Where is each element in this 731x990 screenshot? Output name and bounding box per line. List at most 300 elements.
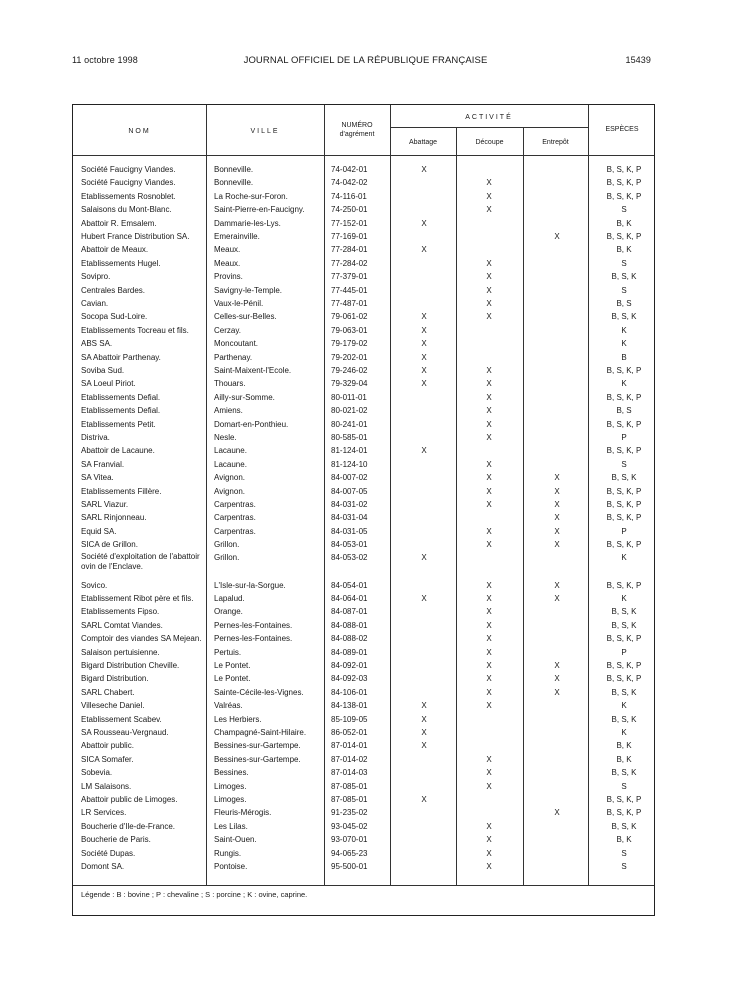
establishment-name: Etablissement Scabev. <box>81 714 162 724</box>
species: B, S, K <box>611 768 637 778</box>
header-activite: ACTIVITÉ <box>465 114 513 121</box>
approval-number: 84-064-01 <box>331 594 368 603</box>
approval-number: 84-088-01 <box>331 620 368 630</box>
decoupe-mark: X <box>486 540 492 550</box>
header-abattage: Abattage <box>408 139 438 146</box>
establishment-name: Sovipro. <box>81 272 111 282</box>
species: B, S, K <box>611 620 637 630</box>
abattage-mark: X <box>421 245 427 255</box>
approval-number: 84-053-02 <box>331 552 368 562</box>
city: Bonneville. <box>214 178 254 188</box>
decoupe-mark: X <box>486 299 492 308</box>
table-row <box>73 485 654 499</box>
species: B, K <box>616 835 632 845</box>
decoupe-mark: X <box>486 258 492 268</box>
approval-number: 87-014-03 <box>331 768 368 778</box>
establishment-name: Boucherie de Paris. <box>81 835 151 845</box>
approval-number: 79-179-02 <box>331 339 368 349</box>
approval-number: 77-152-01 <box>331 218 368 228</box>
establishment-name: SA Vitea. <box>81 473 114 483</box>
establishment-name: Etablissement Ribot père et fils. <box>81 594 194 603</box>
establishment-name: Bigard Distribution Cheville. <box>81 661 180 670</box>
establishment-name: LM Salaisons. <box>81 781 132 791</box>
species: S <box>621 258 627 268</box>
decoupe-mark: X <box>486 768 492 778</box>
species: B, S <box>616 406 632 416</box>
establishment-name: SA Franvial. <box>81 459 125 469</box>
establishment-name: Etablissements Rosnoblet. <box>81 191 176 201</box>
city: Grillon. <box>214 540 240 550</box>
decoupe-mark: X <box>486 392 492 402</box>
table-row <box>73 431 654 445</box>
table-row <box>73 391 654 405</box>
abattage-mark: X <box>421 379 427 389</box>
species: S <box>621 862 627 871</box>
approval-number: 84-007-02 <box>331 473 368 483</box>
city: Saint-Pierre-en-Faucigny. <box>214 205 305 215</box>
establishment-name: Cavian. <box>81 299 109 308</box>
decoupe-mark: X <box>486 205 492 215</box>
abattage-mark: X <box>421 325 427 335</box>
abattage-mark: X <box>421 165 427 174</box>
species: B, S, K, P <box>606 674 642 684</box>
entrepot-mark: X <box>554 232 560 241</box>
establishment-name: Distriva. <box>81 433 110 442</box>
decoupe-mark: X <box>486 191 492 201</box>
approval-number: 84-031-04 <box>331 513 368 523</box>
city: Moncoutant. <box>214 339 259 349</box>
establishment-name: SICA Somafer. <box>81 754 134 764</box>
establishment-name: Domont SA. <box>81 862 125 871</box>
decoupe-mark: X <box>486 647 492 657</box>
establishment-name: SA Loeul Piriot. <box>81 379 136 389</box>
table-row <box>73 364 654 378</box>
table-row <box>73 525 654 539</box>
species: B, S, K <box>611 473 637 483</box>
entrepot-mark: X <box>554 473 560 483</box>
table-row <box>73 632 654 646</box>
abattage-mark: X <box>421 366 427 375</box>
city: Fleuris-Mérogis. <box>214 808 272 818</box>
approval-number: 79-329-04 <box>331 379 368 389</box>
species: B, K <box>616 245 632 255</box>
city: Les Lilas. <box>214 821 248 831</box>
table-row <box>73 847 654 861</box>
abattage-mark: X <box>421 339 427 349</box>
species: B, S, K <box>611 714 637 724</box>
table-row <box>73 498 654 512</box>
approval-number: 87-014-01 <box>331 741 368 751</box>
table-row <box>73 190 654 204</box>
header-nom: NOM <box>128 128 151 135</box>
species: B, S, K, P <box>606 661 642 670</box>
species: P <box>621 433 627 442</box>
table-row <box>73 310 654 324</box>
approval-number: 81-124-01 <box>331 446 368 456</box>
establishment-name: SARL Chabert. <box>81 687 135 697</box>
city: Lacaune. <box>214 446 247 456</box>
header-ville: VILLE <box>250 128 280 135</box>
establishment-name: Boucherie d'Ile-de-France. <box>81 821 176 831</box>
approval-number: 95-500-01 <box>331 862 368 871</box>
species: S <box>621 781 627 791</box>
table-row <box>73 753 654 767</box>
establishment-name: Société Faucigny Viandes. <box>81 178 176 188</box>
establishment-name: Société d'exploitation de l'abattoir ovin de l'Enclave. <box>81 551 200 571</box>
species: B, S <box>616 299 632 308</box>
decoupe-mark: X <box>486 473 492 483</box>
establishment-name: Soviba Sud. <box>81 366 125 375</box>
table-row <box>73 270 654 284</box>
species: B, S, K, P <box>606 366 642 375</box>
table-row <box>73 230 654 244</box>
approval-number: 93-045-02 <box>331 821 368 831</box>
table-row <box>73 337 654 351</box>
table-row <box>73 780 654 794</box>
city: Savigny-le-Temple. <box>214 285 283 295</box>
establishment-name: SA Abattoir Parthenay. <box>81 352 161 362</box>
establishment-name: Etablissements Tocreau et fils. <box>81 325 189 335</box>
decoupe-mark: X <box>486 701 492 711</box>
establishment-name: Société Faucigny Viandes. <box>81 165 176 174</box>
table-row <box>73 257 654 271</box>
city: Le Pontet. <box>214 661 251 670</box>
establishment-name: Etablissements Hugel. <box>81 258 161 268</box>
city: Bessines. <box>214 768 249 778</box>
city: Carpentras. <box>214 500 256 509</box>
city: Parthenay. <box>214 352 253 362</box>
decoupe-mark: X <box>486 661 492 670</box>
approval-number: 74-250-01 <box>331 205 368 215</box>
table-row <box>73 418 654 432</box>
approval-number: 80-011-01 <box>331 392 367 402</box>
species: B, S, K, P <box>606 232 642 241</box>
establishment-name: SA Rousseau-Vergnaud. <box>81 728 169 737</box>
abattage-mark: X <box>421 741 427 751</box>
table-row <box>73 833 654 847</box>
decoupe-mark: X <box>486 500 492 509</box>
decoupe-mark: X <box>486 379 492 389</box>
city: Ailly-sur-Somme. <box>214 392 275 402</box>
species: B <box>621 352 627 362</box>
approval-number: 84-031-02 <box>331 500 368 509</box>
decoupe-mark: X <box>486 620 492 630</box>
city: Les Herbiers. <box>214 714 262 724</box>
city: Pernes-les-Fontaines. <box>214 634 293 644</box>
establishment-name: Equid SA. <box>81 526 117 536</box>
approval-number: 86-052-01 <box>331 728 368 737</box>
decoupe-mark: X <box>486 272 492 282</box>
establishment-name: Villeseche Daniel. <box>81 701 145 711</box>
establishment-name: Comptoir des viandes SA Mejean. <box>81 634 202 644</box>
journal-title: JOURNAL OFFICIEL DE LA RÉPUBLIQUE FRANÇAISE <box>243 55 488 66</box>
table-row <box>73 659 654 673</box>
establishment-name: Salaison pertuisienne. <box>81 647 160 657</box>
approval-number: 93-070-01 <box>331 835 368 845</box>
species: S <box>621 285 627 295</box>
table-row <box>73 444 654 458</box>
establishment-name: SARL Rinjonneau. <box>81 513 147 523</box>
decoupe-mark: X <box>486 835 492 845</box>
decoupe-mark: X <box>486 366 492 375</box>
approval-number: 77-445-01 <box>331 285 368 295</box>
species: K <box>621 701 627 711</box>
city: Meaux. <box>214 245 241 255</box>
abattage-mark: X <box>421 714 427 724</box>
species: B, S, K, P <box>606 513 642 523</box>
page-date: 11 octobre 1998 <box>72 55 138 65</box>
abattage-mark: X <box>421 552 427 562</box>
species: B, S, K, P <box>606 500 642 509</box>
table-row <box>73 605 654 619</box>
city: Limoges. <box>214 795 247 804</box>
approval-number: 84-138-01 <box>331 701 368 711</box>
approval-number: 77-284-02 <box>331 258 368 268</box>
table-row <box>73 176 654 190</box>
abattage-mark: X <box>421 594 427 603</box>
species: B, S, K, P <box>606 392 642 402</box>
approval-number: 77-284-01 <box>331 245 368 255</box>
species: K <box>621 594 627 603</box>
city: Valréas. <box>214 701 243 711</box>
city: Celles-sur-Belles. <box>214 312 277 322</box>
abattage-mark: X <box>421 728 427 737</box>
city: Thouars. <box>214 379 246 389</box>
city: Meaux. <box>214 258 241 268</box>
city: Domart-en-Ponthieu. <box>214 419 289 429</box>
establishment-name: Abattoir public. <box>81 741 134 751</box>
establishment-name: Abattoir R. Emsalem. <box>81 218 157 228</box>
entrepot-mark: X <box>554 500 560 509</box>
species: B, S, K <box>611 687 637 697</box>
establishment-name: Bigard Distribution. <box>81 674 149 684</box>
species: P <box>621 647 627 657</box>
city: Pertuis. <box>214 647 242 657</box>
approval-number: 74-116-01 <box>331 191 367 201</box>
decoupe-mark: X <box>486 433 492 442</box>
city: Amiens. <box>214 406 243 416</box>
approval-number: 79-063-01 <box>331 325 368 335</box>
abattage-mark: X <box>421 312 427 322</box>
table-row <box>73 820 654 834</box>
approval-number: 84-053-01 <box>331 540 368 550</box>
species: B, S, K, P <box>606 419 642 429</box>
approval-number: 85-109-05 <box>331 714 368 724</box>
entrepot-mark: X <box>554 674 560 684</box>
city: Limoges. <box>214 781 247 791</box>
establishment-name: Centrales Bardes. <box>81 285 146 295</box>
decoupe-mark: X <box>486 687 492 697</box>
approval-number: 84-088-02 <box>331 634 368 644</box>
decoupe-mark: X <box>486 459 492 469</box>
establishment-name: SARL Comtat Viandes. <box>81 620 163 630</box>
decoupe-mark: X <box>486 607 492 617</box>
decoupe-mark: X <box>486 285 492 295</box>
table-row <box>73 351 654 365</box>
table-row <box>73 217 654 231</box>
city: Champagné-Saint-Hilaire. <box>214 728 307 737</box>
species: B, S, K <box>611 821 637 831</box>
approval-number: 91-235-02 <box>331 808 368 818</box>
header-decoupe: Découpe <box>475 139 504 146</box>
establishment-name: ABS SA. <box>81 339 113 349</box>
approval-number: 79-061-02 <box>331 312 368 322</box>
city: Emerainville. <box>214 232 260 241</box>
city: Vaux-le-Pénil. <box>214 299 264 308</box>
approval-number: 77-487-01 <box>331 299 368 308</box>
city: Bonneville. <box>214 165 254 174</box>
page-number: 15439 <box>625 55 651 65</box>
approval-number: 79-246-02 <box>331 366 368 375</box>
species: B, S, K, P <box>606 446 642 456</box>
city: Carpentras. <box>214 513 256 523</box>
decoupe-mark: X <box>486 821 492 831</box>
species: S <box>621 205 627 215</box>
species: K <box>621 552 627 562</box>
table-row <box>73 766 654 780</box>
decoupe-mark: X <box>486 594 492 603</box>
city: L'Isle-sur-la-Sorgue. <box>214 580 286 590</box>
table-row <box>73 404 654 418</box>
decoupe-mark: X <box>486 580 492 590</box>
city: La Roche-sur-Foron. <box>214 191 288 201</box>
abattage-mark: X <box>421 218 427 228</box>
species: B, S, K, P <box>606 486 642 496</box>
establishment-name: Etablissements Fipso. <box>81 607 160 617</box>
entrepot-mark: X <box>554 540 560 550</box>
table-row <box>73 619 654 633</box>
approval-number: 81-124-10 <box>331 459 368 469</box>
city: Avignon. <box>214 473 245 483</box>
approval-number: 80-585-01 <box>331 433 368 442</box>
city: Saint-Maixent-l'Ecole. <box>214 366 292 375</box>
species: B, S, K <box>611 607 637 617</box>
approval-number: 84-007-05 <box>331 486 368 496</box>
species: B, K <box>616 218 632 228</box>
approval-number: 84-087-01 <box>331 607 368 617</box>
approval-number: 80-021-02 <box>331 406 368 416</box>
species: B, S, K <box>611 272 637 282</box>
header-especes: ESPÈCES <box>605 126 639 133</box>
city: Nesle. <box>214 433 237 442</box>
species: B, S, K, P <box>606 634 642 644</box>
establishment-name: Abattoir de Lacaune. <box>81 446 155 456</box>
decoupe-mark: X <box>486 781 492 791</box>
decoupe-mark: X <box>486 674 492 684</box>
approval-number: 84-106-01 <box>331 687 368 697</box>
city: Carpentras. <box>214 526 256 536</box>
entrepot-mark: X <box>554 808 560 818</box>
establishment-name: Abattoir de Meaux. <box>81 245 149 255</box>
approval-number: 84-031-05 <box>331 526 368 536</box>
establishment-name: Abattoir public de Limoges. <box>81 795 178 804</box>
establishment-name: Société Dupas. <box>81 848 136 858</box>
establishment-name: Hubert France Distribution SA. <box>81 232 190 241</box>
establishment-name: Sobevia. <box>81 768 113 778</box>
approval-number: 84-089-01 <box>331 647 368 657</box>
table-row <box>73 592 654 606</box>
establishments-table <box>72 104 655 916</box>
city: Bessines-sur-Gartempe. <box>214 754 301 764</box>
species: S <box>621 848 627 858</box>
species: B, S, K, P <box>606 540 642 550</box>
table-row <box>73 726 654 740</box>
entrepot-mark: X <box>554 513 560 523</box>
city: Saint-Ouen. <box>214 835 257 845</box>
species: B, S, K, P <box>606 580 642 590</box>
city: Dammarie-les-Lys. <box>214 218 281 228</box>
decoupe-mark: X <box>486 486 492 496</box>
table-row <box>73 713 654 727</box>
abattage-mark: X <box>421 352 427 362</box>
species: S <box>621 459 627 469</box>
establishment-name: SICA de Grillon. <box>81 540 138 550</box>
city: Lapalud. <box>214 594 245 603</box>
approval-number: 87-085-01 <box>331 795 368 804</box>
species: B, S, K, P <box>606 178 642 188</box>
table-row <box>73 377 654 391</box>
decoupe-mark: X <box>486 406 492 416</box>
entrepot-mark: X <box>554 526 560 536</box>
city: Bessines-sur-Gartempe. <box>214 741 301 751</box>
entrepot-mark: X <box>554 594 560 603</box>
approval-number: 87-085-01 <box>331 781 368 791</box>
decoupe-mark: X <box>486 862 492 871</box>
establishment-name: Socopa Sud-Loire. <box>81 312 148 322</box>
table-row <box>73 579 654 593</box>
species: P <box>621 526 627 536</box>
entrepot-mark: X <box>554 486 560 496</box>
city: Orange. <box>214 607 243 617</box>
species: B, K <box>616 754 632 764</box>
species: B, S, K, P <box>606 795 642 804</box>
table-row <box>73 686 654 700</box>
abattage-mark: X <box>421 446 427 456</box>
table-row <box>73 243 654 257</box>
approval-number: 84-092-03 <box>331 674 368 684</box>
city: Avignon. <box>214 486 245 496</box>
table-row <box>73 739 654 753</box>
table-row <box>73 511 654 525</box>
abattage-mark: X <box>421 795 427 804</box>
abattage-mark: X <box>421 701 427 711</box>
species: K <box>621 379 627 389</box>
approval-number: 80-241-01 <box>331 419 368 429</box>
legend: Légende : B : bovine ; P : chevaline ; S : porcine ; K : ovine, caprine. <box>81 890 308 899</box>
city: Sainte-Cécile-les-Vignes. <box>214 687 304 697</box>
table-row <box>73 203 654 217</box>
establishment-name: Etablissements Defial. <box>81 392 161 402</box>
approval-number: 84-054-01 <box>331 580 368 590</box>
approval-number: 79-202-01 <box>331 352 368 362</box>
table-row <box>73 552 654 579</box>
species: B, S, K <box>611 312 637 322</box>
species: B, S, K, P <box>606 808 642 818</box>
city: Rungis. <box>214 848 242 858</box>
approval-number: 77-379-01 <box>331 272 368 282</box>
table-row <box>73 860 654 874</box>
establishment-name: Sovico. <box>81 580 108 590</box>
table-row <box>73 324 654 338</box>
table-row <box>73 646 654 660</box>
approval-number: 84-092-01 <box>331 661 368 670</box>
establishment-name: SARL Viazur. <box>81 500 129 509</box>
table-row <box>73 471 654 485</box>
establishment-name: Etablissements Fillère. <box>81 486 162 496</box>
table-row <box>73 538 654 552</box>
entrepot-mark: X <box>554 580 560 590</box>
table-row <box>73 806 654 820</box>
